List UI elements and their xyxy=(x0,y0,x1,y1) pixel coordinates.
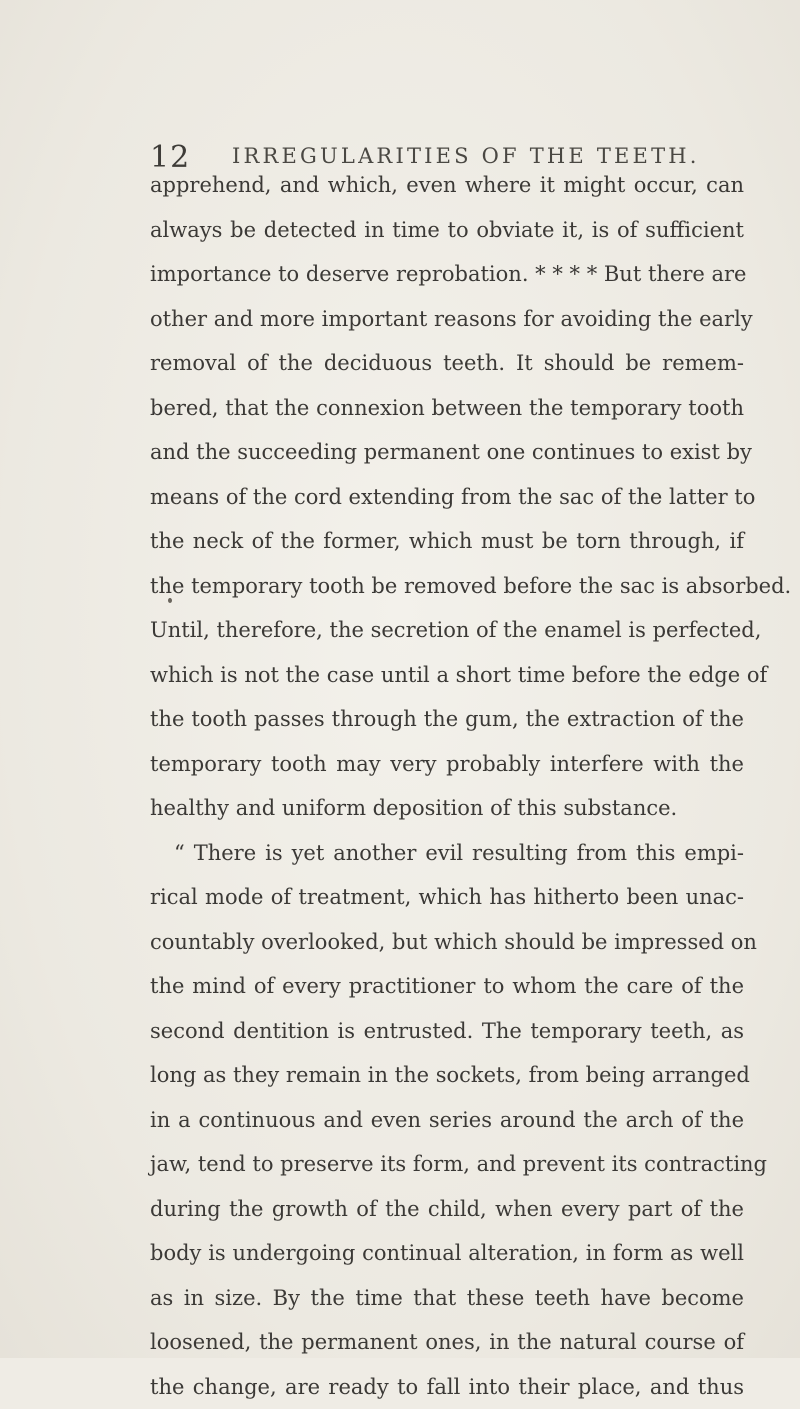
text-line: Until, therefore, the secretion of the enamel is perfected, xyxy=(150,608,744,653)
text-line: the change, are ready to fall into their place, and thus xyxy=(150,1365,744,1409)
text-line: other and more important reasons for avoiding the early xyxy=(150,297,744,342)
text-line: the mind of every practitioner to whom the care of the xyxy=(150,964,744,1009)
text-line: the temporary tooth be removed before the sac is absorbed. xyxy=(150,564,744,609)
text-line: temporary tooth may very probably interfere with the xyxy=(150,742,744,787)
running-title: IRREGULARITIES OF THE TEETH. xyxy=(232,144,700,168)
text-line: rical mode of treatment, which has hitherto been unac- xyxy=(150,875,744,920)
text-line: during the growth of the child, when every part of the xyxy=(150,1187,744,1232)
body-text xyxy=(150,163,744,1409)
text-line: countably overlooked, but which should be impressed on xyxy=(150,920,744,965)
text-line: the neck of the former, which must be torn through, if xyxy=(150,519,744,564)
paragraph-start-line: “ There is yet another evil resulting from this empi- xyxy=(150,831,744,876)
text-line: removal of the deciduous teeth. It should be remem- xyxy=(150,341,744,386)
text-line: means of the cord extending from the sac of the latter to xyxy=(150,475,744,520)
text-line: and the succeeding permanent one continues to exist by xyxy=(150,430,744,475)
text-line: bered, that the connexion between the temporary tooth xyxy=(150,386,744,431)
text-line: the tooth passes through the gum, the extraction of the xyxy=(150,697,744,742)
text-line: body is undergoing continual alteration, in form as well xyxy=(150,1231,744,1276)
text-line: importance to deserve reprobation. * * * * But there are xyxy=(150,252,744,297)
text-line: always be detected in time to obviate it, is of sufficient xyxy=(150,208,744,253)
text-line: jaw, tend to preserve its form, and prevent its contracting xyxy=(150,1142,744,1187)
text-line: as in size. By the time that these teeth have become xyxy=(150,1276,744,1321)
text-line: which is not the case until a short time before the edge of xyxy=(150,653,744,698)
text-line: in a continuous and even series around the arch of the xyxy=(150,1098,744,1143)
page-number: 12 xyxy=(150,140,190,175)
text-line: long as they remain in the sockets, from being arranged xyxy=(150,1053,744,1098)
text-line: apprehend, and which, even where it might occur, can xyxy=(150,163,744,208)
paragraph-end-line: healthy and uniform deposition of this substance. xyxy=(150,786,744,831)
text-line: second dentition is entrusted. The temporary teeth, as xyxy=(150,1009,744,1054)
text-line: loosened, the permanent ones, in the natural course of xyxy=(150,1320,744,1365)
